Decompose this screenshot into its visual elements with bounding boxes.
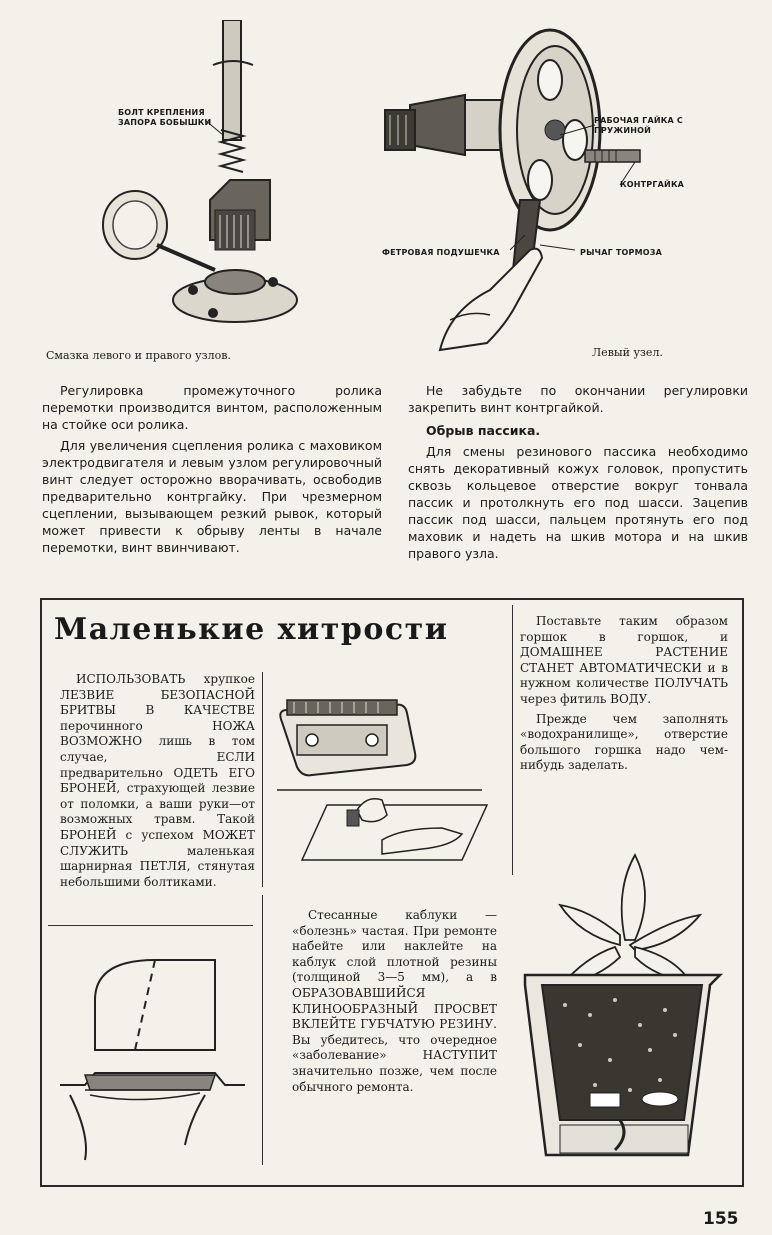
divider-horizontal-mid: [48, 925, 253, 926]
tip-plant-paragraph-1: Поставьте таким образом горшок в горшок, и ДОМАШНЕЕ РАСТЕНИЕ СТАНЕТ АВТОМАТИЧЕСКИ и в нужном количестве ПОЛУЧАТЬ через фитиль ВОДУ.: [520, 614, 728, 706]
left-illustration: [95, 20, 310, 340]
article-left-p2: Для увеличения сцепления ролика с маховиком электродвигателя и левым узлом регулировочный винт следует осторожно вворачивать, освободив предварительно контргайку. При чрезмерном сцеплении, вызывающем резкий рывок, который может привести к обрыву ленты в начале перемотки, винт ввинчивают.: [42, 438, 382, 555]
tip-heel-paragraph: Стесанные каблуки — «болезнь» частая. При ремонте набейте или наклейте на каблук слой плотной резины (толщиной 3—5 мм), а в ОБРАЗОВАВШИЙСЯ КЛИНООБРАЗНЫЙ ПРОСВЕТ ВКЛЕЙТЕ ГУБЧАТУЮ РЕЗИНУ. Вы убедитесь, что очередное «заболевание» НАСТУПИТ значительно позже, чем после обычного ремонта.: [292, 908, 497, 1094]
divider-vertical-left: [262, 672, 263, 887]
tip-plant-paragraph-2: Прежде чем заполнять «водохранилище», отверстие большого горшка надо чем-нибудь заделать.: [520, 711, 728, 773]
plant-pot-illustration: [520, 835, 730, 1170]
nut-label: РАБОЧАЯ ГАЙКА С ПРУЖИНОЙ: [594, 116, 683, 135]
left-illustration-caption: Смазка левого и правого узлов.: [46, 349, 231, 362]
felt-label: ФЕТРОВАЯ ПОДУШЕЧКА: [382, 248, 500, 257]
section-heading: Обрыв пассика.: [426, 423, 541, 438]
locknut-label: КОНТРГАЙКА: [620, 180, 685, 189]
article-right-column: [408, 382, 748, 566]
tips-title: Маленькие хитрости: [54, 612, 449, 647]
bolt-label: БОЛТ КРЕПЛЕНИЯ ЗАПОРА БОБЫШКИ: [118, 108, 212, 127]
razor-illustration: [272, 680, 507, 870]
tip-razor-text: [60, 672, 255, 894]
lever-label: РЫЧАГ ТОРМОЗА: [580, 248, 663, 257]
article-left-column: [42, 382, 382, 560]
article-left-p1: Регулировка промежуточного ролика перемотки производится винтом, расположенным на стойке оси ролика.: [42, 383, 382, 432]
article-right-p2: Для смены резинового пассика необходимо снять декоративный кожух головок, пропустить сквозь кольцевое отверстие вокруг тонвала пассик и протолкнуть его под шасси. Зацепив пассик под шасси, пальцем протянуть его под маховик и надеть на шкив мотора и на шкив правого узла.: [408, 444, 748, 561]
article-right-p1: Не забудьте по окончании регулировки закрепить винт контргайкой.: [408, 383, 748, 415]
tip-plant-text: [520, 614, 728, 778]
right-illustration-caption: Левый узел.: [592, 346, 663, 359]
right-illustration: [380, 20, 680, 365]
page-number: 155: [703, 1209, 739, 1229]
divider-vertical-mid: [262, 895, 263, 1165]
tip-heel-text: [292, 908, 497, 1099]
divider-vertical-right: [512, 605, 513, 875]
tip-razor-paragraph: ИСПОЛЬЗОВАТЬ хрупкое ЛЕЗВИЕ БЕЗОПАСНОЙ БРИТВЫ В КАЧЕСТВЕ перочинного НОЖА ВОЗМОЖНО лишь в том случае, ЕСЛИ предварительно ОДЕТЬ ЕГО БРОНЕЙ, страхующей лезвие от поломки, а ваши руки—от возможных травм. Такой БРОНЕЙ с успехом МОЖЕТ СЛУЖИТЬ маленькая шарнирная ПЕТЛЯ, стянутая небольшими болтиками.: [60, 672, 255, 889]
heel-illustration: [60, 945, 260, 1165]
